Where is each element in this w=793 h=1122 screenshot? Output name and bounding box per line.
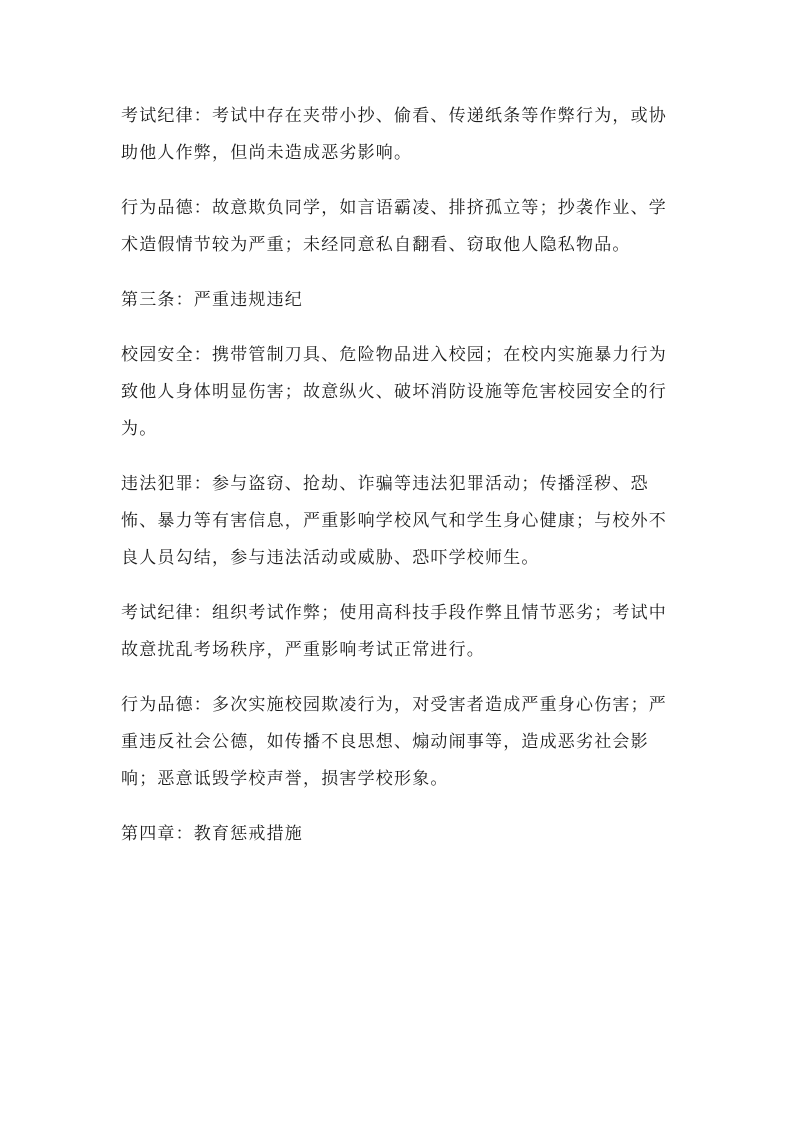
paragraph-behavior-conduct-minor: 行为品德：故意欺负同学，如言语霸凌、排挤孤立等；抄袭作业、学术造假情节较为严重；未经同意私自翻看、窃取他人隐私物品。	[121, 198, 667, 255]
document-body	[121, 98, 673, 871]
section-heading-article-3: 第三条：严重违规违纪	[121, 290, 303, 310]
chapter-heading-4: 第四章：教育惩戒措施	[121, 824, 303, 844]
paragraph-behavior-conduct-severe: 行为品德：多次实施校园欺凌行为，对受害者造成严重身心伤害；严重违反社会公德，如传播不良思想、煽动闹事等，造成恶劣社会影响；恶意诋毁学校声誉，损害学校形象。	[121, 695, 667, 789]
paragraph-exam-discipline-minor: 考试纪律：考试中存在夹带小抄、偷看、传递纸条等作弊行为，或协助他人作弊，但尚未造成恶劣影响。	[121, 106, 667, 163]
paragraph-exam-discipline-severe: 考试纪律：组织考试作弊；使用高科技手段作弊且情节恶劣；考试中故意扰乱考场秩序，严重影响考试正常进行。	[121, 603, 667, 660]
paragraph-illegal-crime: 违法犯罪：参与盗窃、抢劫、诈骗等违法犯罪活动；传播淫秽、恐怖、暴力等有害信息，严重影响学校风气和学生身心健康；与校外不良人员勾结，参与违法活动或威胁、恐吓学校师生。	[121, 474, 667, 568]
paragraph-campus-safety: 校园安全：携带管制刀具、危险物品进入校园；在校内实施暴力行为致他人身体明显伤害；故意纵火、破坏消防设施等危害校园安全的行为。	[121, 345, 667, 439]
